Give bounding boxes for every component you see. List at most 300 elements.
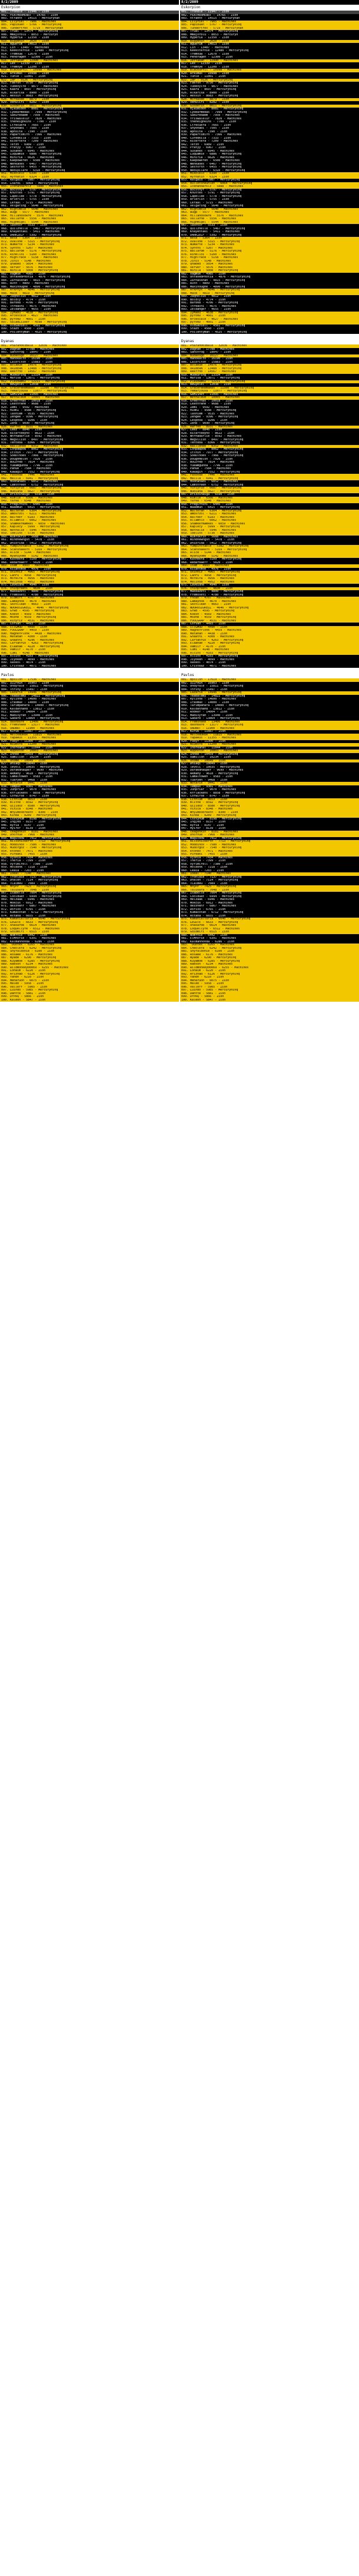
ranking-row: 064. Hillandsowre - 5576 - Machines <box>180 215 359 218</box>
ranking-row: 058. Nathalie - 5946 - Machines <box>180 529 359 533</box>
ranking-row: 066. Taluvara - 7048 - Zion <box>180 889 359 892</box>
ranking-row: 067. Kasheera - 5109 - Mercuryninq <box>0 558 179 561</box>
ranking-row: 033. Lonpawpow - 8062 - Mercuryninq <box>180 448 359 451</box>
ranking-row: 038. Lithlum - 8653 - Zion <box>0 798 179 802</box>
ranking-row: 084. Zarnaskhan - 4815 - Mercuryninq <box>0 279 179 283</box>
ranking-row: 069. Helzaak - 6946 - Machines <box>180 898 359 902</box>
ranking-row: 022. Inbreanal - 11044 - Zion <box>180 747 359 750</box>
ranking-row: 060. Nimrokrin - 5688 - Machines <box>0 536 179 539</box>
ranking-row: 015. remarjouxa - 11077 - Mercuryninq <box>180 390 359 393</box>
ranking-row: 002. ILLFAIR - 16903 - Zion <box>0 682 179 685</box>
ranking-row: 087. Corvah - 4493 - Zion <box>180 623 359 626</box>
ranking-row: 061. Ioeal - 7140 - Machines <box>0 872 179 876</box>
ranking-row: 033. Notarie - 9441 - Zion <box>0 782 179 785</box>
ranking-row: 060. Leraal - 5715 - Machines <box>180 202 359 205</box>
ranking-row: 028. levoli - 10035 - Mercuryninq <box>0 766 179 770</box>
ranking-row: 068. Quilzhelle - 5467 - Mercuryninq <box>0 228 179 231</box>
ranking-row: 082. Kalmanhonda - 6286 - Zion <box>0 941 179 944</box>
server-title: Eskorpion <box>180 5 359 11</box>
ranking-row: 028. levoli - 10035 - Mercuryninq <box>180 766 359 770</box>
ranking-row: 096. Arcescale - 4627 - Machines <box>180 318 359 322</box>
ranking-row: 038. Yueamgunna - 7796 - Zion <box>0 464 179 468</box>
ranking-row: 036. DoughHelon - 7926 - Zion <box>0 458 179 461</box>
ranking-row: 053. Mudorgoz - 7540 - Mercuryninq <box>0 847 179 850</box>
ranking-row: 064. TCalmeu - 7089 - Zion <box>180 882 359 886</box>
ranking-row: 027. Leez - 8846 - Zion <box>180 429 359 432</box>
ranking-row: 019. Leathrane - 9688 - Zion <box>0 403 179 406</box>
ranking-row: 018. MelckeDROR - 11815 - Machines <box>0 734 179 737</box>
ranking-row: 025. Zeh8 - 9090 - Mercuryninq <box>180 422 359 426</box>
ranking-row: 066. Taluvara - 7048 - Zion <box>0 889 179 892</box>
ranking-row: 090. wildmonkey00069 - 6255 - Machines <box>180 966 359 970</box>
ranking-row: 021. HIBKI - 9588 - Mercuryninq <box>180 409 359 413</box>
ranking-row: 093. Yandh - 6210 - Zion <box>180 976 359 979</box>
ranking-row: 069. Isam - 4993 - Machines <box>180 564 359 568</box>
ranking-row: 006. Lalbriton - 15883 - Zion <box>0 361 179 364</box>
ranking-row: 016. GeMIShet - 11095 - Machines <box>0 393 179 397</box>
ranking-row: 086. Rosaee - 6176 - Machines <box>0 954 179 957</box>
ranking-row: 047. Hyirer - 8139 - Zion <box>0 827 179 831</box>
ranking-row: 014. Tremouw - 12670 - Zion <box>0 53 179 56</box>
ranking-row: 049. Yarke - 6548 - Machines <box>180 500 359 503</box>
ranking-row: 045. Yuriyr10 - 6687 - Mercuryninq <box>180 487 359 490</box>
ranking-row: 012. Lin - 13487 - Machines <box>0 46 179 50</box>
ranking-row: 041. Vixica - 8348 - Machines <box>180 808 359 811</box>
ranking-row: 075. Laveidne - 4940 - Zion <box>180 584 359 587</box>
ranking-row: 029. Darakdhauper - 9699 - Machines <box>180 769 359 772</box>
ranking-row: 077. HighTrace - 5158 - Machines <box>0 256 179 260</box>
ranking-row: 062. Dhibrida - 5412 - Mercuryninq <box>180 542 359 546</box>
ranking-row: 008. ORIBERN - 13488 - Mercuryninq <box>0 367 179 371</box>
ranking-row: 023. Zengee - 9396 - Mercuryninq <box>0 416 179 419</box>
ranking-row: 084. Koesh - 4569 - Machines <box>0 613 179 617</box>
ranking-row: 070. Ricahtmoe - 4976 - Zion <box>0 568 179 571</box>
ranking-row: 015. Pendragen - 12300 - Zion <box>180 56 359 59</box>
ranking-row: 083. UnfavedPhotia - 4876 - Mercuryninq <box>180 276 359 279</box>
ranking-row: 014. dashbare - 13406 - Mercuryninq <box>0 721 179 724</box>
ranking-row: 079. Fnoah - 4707 - Machines <box>180 597 359 600</box>
ranking-row: 048. Rimlie - 6566 - Machines <box>0 497 179 500</box>
ranking-row: 025. Xamillon - 10234 - Zion <box>0 756 179 760</box>
ranking-row: 039. mlithe - 8592 - Mercuryninq <box>180 801 359 805</box>
ranking-row: 043. Pratyy - 6967 - Zion <box>0 146 179 150</box>
ranking-row: 078. Jinis - 5148 - Machines <box>180 260 359 263</box>
ranking-row: 061. Windnewngsh - 5478 - Zion <box>180 538 359 542</box>
ranking-row: 018. Tremoye - 12200 - Zion <box>0 66 179 69</box>
ranking-row: 070. Mokcus - 6912 - Machines <box>180 902 359 905</box>
ranking-row: 007. Trual - 13474 - Mercuryninq <box>0 30 179 34</box>
ranking-row: 042. WhyImesBreath - 8300 - Zion <box>0 811 179 815</box>
ranking-row: 010. Kaldathand - 13812 - Zion <box>180 708 359 711</box>
ranking-row: 052. Hobbinox - 7580 - Machines <box>180 844 359 847</box>
ranking-row: 001. Trondle - 11947 - Zion <box>180 11 359 14</box>
ranking-row: 074. Astana - 6655 - Zion <box>0 915 179 918</box>
ranking-row: 057. Kaplecy - 5999 - Mercuryninq <box>0 526 179 529</box>
ranking-row: 045. Luquamie - 6886 - Mercuryninq <box>180 153 359 156</box>
ranking-row: 084. Koesh - 4569 - Machines <box>180 613 359 617</box>
ranking-row: 050. Nedipilare - 6310 - Mercuryninq <box>180 169 359 173</box>
ranking-row: 098. Dantte - 5881 - Zion <box>0 992 179 996</box>
ranking-row: 059. lbelinx - 5730 - Machines <box>180 532 359 536</box>
ranking-row: 090. Boldly - 4774 - Zion <box>180 299 359 302</box>
ranking-row: 033. Lonpawpow - 8062 - Mercuryninq <box>0 448 179 451</box>
ranking-row: 007. Bolabue - 14976 - Mercuryninq <box>180 364 359 367</box>
ranking-row: 021. Niuesf8 - 11200 - Machines <box>180 743 359 747</box>
ranking-row: 013. Gabarb - 13864 - Mercuryninq <box>180 717 359 721</box>
ranking-row: 058. Lapellee - 5778 - Mercuryninq <box>0 195 179 199</box>
ranking-row: 053. ambsrzol - 6211 - Machines <box>180 513 359 516</box>
ranking-row: 017. methaTeOd - 10005 - Machines <box>0 396 179 400</box>
ranking-row: 076. LEGOTE - 6633 - Mercuryninq <box>0 921 179 925</box>
ranking-row: 019. Yapaeus - 11355 - Machines <box>0 737 179 740</box>
ranking-row: 080. Nomrhie - 6442 - Zion <box>0 934 179 938</box>
ranking-row: 034. ItThin - 7977 - Mercuryninq <box>0 451 179 455</box>
ranking-row: 038. Aphsita - 7390 - Zion <box>180 131 359 134</box>
ranking-row: 036. DoughHelon - 7926 - Zion <box>180 458 359 461</box>
ranking-row: 071. Besa - 5364 - Zion <box>180 237 359 240</box>
ranking-row: 046. Ryria - 8147 - Zion <box>0 824 179 828</box>
ranking-row: 026. Alkarisa - 8900 - Zion <box>180 92 359 95</box>
ranking-row: 011. Rodker - 14004 - Zion <box>180 711 359 714</box>
ranking-row: 004. Budaosgo - 16127 - Machines <box>180 354 359 358</box>
ranking-row: 065. MhyPP - 7425 - Mercuryninq <box>180 885 359 889</box>
ranking-row: 073. Kumacotan - 6712 - Mercuryninq <box>180 911 359 915</box>
ranking-row: 026. RwFre8 - 8931 - Machines <box>180 426 359 429</box>
ranking-row: 088. MacB - 4819 - Mercuryninq <box>180 292 359 296</box>
ranking-row: 015. remarjouxa - 11077 - Mercuryninq <box>0 390 179 393</box>
server-title: Dyanas <box>180 339 359 344</box>
ranking-row: 008. Irasmax - 14000 - Zion <box>180 701 359 705</box>
ranking-row: 016. OADBRT - 11900 - Machines <box>0 727 179 731</box>
ranking-row: 065. Vallarne - 5556 - Machines <box>180 218 359 221</box>
ranking-row: 049. Sesforth - 6455 - Mercuryninq <box>0 166 179 169</box>
ranking-row: 051. Ailssnickerth - 7713 - Mercuryninq <box>0 840 179 844</box>
ranking-row: 018. Greefrhas - 10018 - Zion <box>180 400 359 403</box>
ranking-row: 046. Nubiana - 6627 - Mercuryninq <box>180 490 359 494</box>
ranking-row: 045. Luquamie - 6886 - Mercuryninq <box>0 153 179 156</box>
ranking-row: 007. Rylinne - 14600 - Machines <box>180 698 359 701</box>
ranking-row: 069. Khayentaki - 5411 - Machines <box>0 230 179 234</box>
ranking-row: 030. Akmany - 9618 - Mercuryninq <box>180 772 359 776</box>
ranking-row: 003. ntrahnt - 14515 - Mercurynan <box>0 17 179 21</box>
ranking-row: 088. Kuyamoe - 6285 - Mercuryninq <box>180 960 359 964</box>
ranking-row: 051. Mikolelo - 6390 - Zion <box>180 172 359 176</box>
ranking-row: 031. Camaltowen - 9583 - Zion <box>0 775 179 779</box>
ranking-row: 001. Pharah003Bale - 32036 - Machines <box>0 344 179 348</box>
ranking-row: 098. Dantte - 5881 - Zion <box>180 992 359 996</box>
ranking-row: 072. Uvalshe - 5315 - Mercuryninq <box>180 240 359 244</box>
ranking-row: 009. Tarimpahara - 14000 - Mercuryninq <box>180 704 359 708</box>
ranking-row: 055. Allamnlo - 6062 - Machines <box>180 519 359 523</box>
ranking-row: 078. Fremoseti - 4780 - Mercuryninq <box>180 594 359 597</box>
ranking-row: 006. Teadalemy - 14822 - Mercuryninq <box>0 695 179 698</box>
ranking-row: 080. Nomrhie - 6442 - Zion <box>180 934 359 938</box>
ranking-row: 043. Kinda - 8289 - Mercuryninq <box>180 814 359 818</box>
ranking-row: 081. Ninila - 5008 - Mercuryninq <box>180 269 359 273</box>
ranking-row: 040. Qijidoz - 8580 - Mercuryninq <box>180 805 359 808</box>
ranking-row: 057. Theria - 7399 - Zion <box>0 859 179 863</box>
ranking-row: 003. ntrahnt - 14515 - Mercurynan <box>180 17 359 21</box>
ranking-row: 034. Tempus - 9301 - Machines <box>0 785 179 789</box>
ranking-row: 044. Cozsynum - 8198 - Mercuryninq <box>180 818 359 821</box>
ranking-row: 007. Bolabue - 14976 - Mercuryninq <box>0 364 179 367</box>
ranking-row: 043. Kinda - 8289 - Mercuryninq <box>0 814 179 818</box>
ranking-row: 082. Kalmanhonda - 6286 - Zion <box>180 941 359 944</box>
ranking-row: 059. Arlerlin - 5755 - Zion <box>0 198 179 202</box>
ranking-row: 085. Mozhe - 4559 - Mercuryninq <box>180 616 359 620</box>
ranking-row: 034. Tempus - 9301 - Machines <box>180 785 359 789</box>
ranking-row: 072. LanFu - 4958 - Mercuryninq <box>0 574 179 578</box>
ranking-row: 087. Corvah - 4493 - Zion <box>0 623 179 626</box>
ranking-row: 062. Bighimble - 5640 - Machines <box>0 208 179 212</box>
ranking-row: 033. Sakuredaem - 7950 - Machines <box>0 114 179 118</box>
ranking-row: 088. illGMOD - 4490 - Zion <box>180 626 359 630</box>
ranking-row: 032. Tuaryen - 9468 - Zion <box>0 779 179 782</box>
ranking-row: 078. Fremoseti - 4780 - Mercuryninq <box>0 594 179 597</box>
ranking-row: 079. aldmort - 4707 - Machines <box>0 597 179 600</box>
ranking-row: 020. Zemi - 9592 - Machines <box>0 406 179 410</box>
ranking-row: 052. Hobbinox - 7580 - Machines <box>0 844 179 847</box>
ranking-row: 012. Lin - 13487 - Machines <box>180 46 359 50</box>
ranking-row: 006. Tundertrex - 5719 - Mercurynan <box>180 27 359 31</box>
ranking-row: 040. Kawagin - 7552 - Mercuryninq <box>180 471 359 474</box>
ranking-row: 025. Xamillon - 10234 - Zion <box>180 756 359 760</box>
ranking-row: 081. ElMhorie - 6391 - Machines <box>180 937 359 941</box>
ranking-row: 063. Dhalen - 7114 - Mercuryninq <box>0 879 179 882</box>
ranking-row: 097. pyro0D - 4601 - Zion <box>180 321 359 324</box>
ranking-row: 092. Threachi - 4675 - Machines <box>0 305 179 309</box>
ranking-row: 077. HighTrace - 5158 - Machines <box>180 256 359 260</box>
ranking-row: 061. Velgaring - 5640 - Mercuryninq <box>180 205 359 208</box>
ranking-row: 076. Rinelloi - 5160 - Machines <box>0 253 179 257</box>
ranking-row: 061. Windnewngsh - 5478 - Zion <box>0 538 179 542</box>
ranking-row: 060. Leraal - 5715 - Machines <box>0 202 179 205</box>
ranking-row: 064. Scanshakern - 5169 - Mercuryninq <box>0 548 179 552</box>
ranking-row: 089. Jaqhelius - 4812 - Zion <box>180 295 359 299</box>
ranking-row: 046. Ryria - 8147 - Zion <box>180 824 359 828</box>
ranking-row: 097. Luindo - 5985 - Mercuryninq <box>0 989 179 992</box>
ranking-row: 017. Kuruk - 11667 - Zion <box>180 730 359 734</box>
ranking-row: 035. theneighkins - 7700 - Zion <box>0 121 179 124</box>
ranking-row: 005. Hanokalto - 16190 - Zion <box>180 357 359 361</box>
ranking-row: 035. Juhpriar - 9070 - Machines <box>0 788 179 792</box>
ranking-row: 062. Dhibrida - 5412 - Mercuryninq <box>0 542 179 546</box>
ranking-row: 030. Gusdefin - 8011 - Mercuryninq <box>180 105 359 108</box>
ranking-row: 088. illGMOD - 4490 - Zion <box>0 626 179 630</box>
ranking-row: 100. Cristeaz - 4071 - Machines <box>180 665 359 668</box>
ranking-row: 026. RwFre8 - 8931 - Machines <box>0 426 179 429</box>
ranking-row: 037. Cofwirse - 8747 - Zion <box>180 795 359 798</box>
ranking-row: 041. Fasonda - 7446 - Machines <box>0 474 179 477</box>
ranking-row: 013. Keeksternie - 12480 - Mercuryninq <box>0 49 179 53</box>
ranking-row: 087. ArkPhyx - 4846 - Mercuryninq <box>180 289 359 292</box>
ranking-row: 070. Mokcus - 6912 - Machines <box>0 902 179 905</box>
ranking-row: 013. Keeksternie - 12480 - Mercuryninq <box>180 49 359 53</box>
ranking-row: 100. Kaleon - 5847 - Zion <box>0 999 179 1002</box>
ranking-row: 018. MelckeDROR - 11815 - Machines <box>180 734 359 737</box>
ranking-row: 009. Tarimpahara - 14000 - Mercuryninq <box>0 704 179 708</box>
ranking-row: 014. Tremouw - 12670 - Zion <box>180 53 359 56</box>
ranking-row: 044. Susanex - 6945 - Machines <box>180 150 359 153</box>
ranking-row: 048. Rimlie - 6566 - Machines <box>180 497 359 500</box>
ranking-row: 085. Shyralbonie - 6100 - Zion <box>180 950 359 954</box>
ranking-row: 093. Zeldanger - 4655 - Zion <box>0 308 179 312</box>
ranking-row: 059. Arlerlin - 5755 - Zion <box>180 198 359 202</box>
ranking-row: 042. Malila - 6941 - Mercuryninq <box>180 477 359 481</box>
ranking-row: 040. Cufedkila - 7333 - Zion <box>0 137 179 140</box>
ranking-row: 096. Cumi - 4148 - Machines <box>0 652 179 655</box>
ranking-row: 032. Raillenee - 8352 - Machines <box>0 445 179 449</box>
ranking-row: 091. Lohaim - 6220 - Zion <box>180 969 359 973</box>
ranking-row: 074. Astana - 6655 - Zion <box>180 915 359 918</box>
ranking-row: 054. Balfeer - 6183 - Machines <box>0 516 179 520</box>
ranking-row: 023. Faeron - 9750 - Mercuryninq <box>0 82 179 85</box>
ranking-row: 020. Fobyr - 11300 - Zion <box>180 740 359 744</box>
ranking-row: 097. Alcinx - 4103 - Mercuryninq <box>0 655 179 658</box>
ranking-row: 092. Threachi - 4675 - Machines <box>180 305 359 309</box>
ranking-row: 001. Trondle - 11946 - Zion <box>0 11 179 14</box>
ranking-row: 012. Madisyrah - 13940 - Zion <box>0 714 179 718</box>
ranking-row: 058. Lapellee - 5778 - Mercuryninq <box>180 195 359 199</box>
ranking-row: 082. NDOROSIGKELL - 4646 - Mercuryninq <box>0 607 179 610</box>
ranking-row: 081. Skotilean - 4663 - Zion <box>180 603 359 607</box>
ranking-row: 037. BOLDYRB - 7814 - Machines <box>0 461 179 464</box>
ranking-row: 017. Lex - 12339 - Zion <box>180 62 359 66</box>
ranking-row: 100. Poilentyman - 4525 - Mercuryninq <box>180 331 359 334</box>
ranking-row: 056. ShamkerNamkes - 6059 - Machines <box>0 523 179 526</box>
ranking-row: 029. Nhrhadarlie - 8592 - Machines <box>0 435 179 439</box>
ranking-row: 019. BlacksPril - 10998 - Machines <box>0 69 179 72</box>
ranking-row: 024. Innke - 10459 - Mercuryninq <box>0 753 179 757</box>
ranking-row: 099. Stazh - 4560 - Zion <box>180 327 359 331</box>
ranking-row: 071. dezzhenr - 6867 - Machines <box>0 905 179 908</box>
ranking-row: 063. Yumpinstable - 5382 - Mercuryninq <box>0 545 179 548</box>
ranking-row: 091. Gnaathi - 4300 - Machines <box>180 635 359 639</box>
ranking-row: 011. Aguerim - 14013 - Zion <box>180 43 359 46</box>
ranking-row: 055. Pureaki - 7455 - Zion <box>0 853 179 857</box>
ranking-row: 053. ambsrzol - 6211 - Machines <box>0 513 179 516</box>
ranking-row: 056. Bocsthyr - 5797 - Mercuryninq <box>180 189 359 192</box>
ranking-row: 099. Xaskol - 4074 - Zion <box>0 661 179 665</box>
ranking-row: 076. chinpreeni - 4830 - Zion <box>0 587 179 591</box>
ranking-row: 098. Jiyoken - 4099 - Machines <box>180 658 359 662</box>
ranking-row: 054. bulletsneuhlen - 6064 - Mercuryninq <box>180 182 359 186</box>
ranking-row: 013. BeGyelel - 12038 - Zion <box>0 383 179 387</box>
ranking-row: 073. Numarte - 5234 - Machines <box>0 243 179 247</box>
ranking-row: 053. Ralgaid - 5987 - Mercuryninq <box>180 179 359 182</box>
ranking-row: 068. Quilzhelle - 5467 - Mercuryninq <box>180 228 359 231</box>
ranking-row: 043. Hodhahadi - 6852 - Machines <box>180 480 359 484</box>
ranking-row: 065. MhyPP - 7425 - Mercuryninq <box>0 885 179 889</box>
ranking-row: 004. Thriny - 15497 - Zion <box>0 688 179 692</box>
ranking-row: 086. FOOLGRAP - 4531 - Machines <box>180 620 359 623</box>
ranking-row: 042. Malila - 6941 - Mercuryninq <box>0 477 179 481</box>
ranking-row: 066. Highmigel - 5544 - Machines <box>180 221 359 225</box>
ranking-row: 073. Kumacotan - 6712 - Mercuryninq <box>0 911 179 915</box>
ranking-row: 020. Fobyr - 11300 - Zion <box>0 740 179 744</box>
ranking-row: 049. Yarke - 6548 - Machines <box>0 500 179 503</box>
ranking-row: 075. Ballarde - 5176 - Mercuryninq <box>0 250 179 253</box>
ranking-row: 027. Aessin - 8683 - Mercuryninq <box>180 95 359 98</box>
ranking-row: 082. Vagmue - 4985 - Zion <box>0 273 179 276</box>
ranking-row: 060. Nimrokrin - 5688 - Machines <box>180 536 359 539</box>
ranking-row: 044. Cemthreen - 6752 - Mercuryninq <box>0 484 179 487</box>
ranking-row: 034. Yriswalelur - 7820 - Machines <box>180 118 359 121</box>
ranking-row: 064. Hillandsowre - 5576 - Machines <box>0 215 179 218</box>
ranking-row: 090. HagnerPlonk - 4438 - Machines <box>0 633 179 636</box>
ranking-row: 066. Highmigel - 5544 - Machines <box>0 221 179 225</box>
ranking-row: 059. Holdonk - 7218 - Zion <box>180 866 359 869</box>
ranking-row: 061. Velgaring - 5640 - Mercuryninq <box>0 205 179 208</box>
ranking-row: 045. Ingjed - 8157 - Zion <box>180 821 359 824</box>
ranking-row: 035. SoeDThoes - 7966 - Mercuryninq <box>0 454 179 458</box>
ranking-row: 076. LEGOTE - 6633 - Mercuryninq <box>180 921 359 925</box>
ranking-row: 038. Aphsita - 7390 - Zion <box>0 131 179 134</box>
ranking-row: 089. Jaqhelius - 4812 - Zion <box>0 295 179 299</box>
ranking-row: 083. Grwd - 4595 - Mercuryninq <box>180 610 359 613</box>
ranking-row: 099. Xaskol - 4074 - Zion <box>180 661 359 665</box>
ranking-row: 022. lashiem - 9535 - Machines <box>0 413 179 416</box>
ranking-row: 071. Oxinhiz - 4965 - Mercuryninq <box>180 571 359 574</box>
ranking-row: 094. ZyMabu - 4638 - Mercuryninq <box>180 312 359 315</box>
ranking-row: 043. Pratyy - 6967 - Zion <box>180 146 359 150</box>
ranking-row: 021. Niuesf8 - 11200 - Machines <box>0 743 179 747</box>
ranking-row: 035. SoeDThoes - 7966 - Mercuryninq <box>180 454 359 458</box>
ranking-row: 027. Aessin - 8683 - Mercuryninq <box>0 95 179 98</box>
ranking-row: 007. Rylinne - 14600 - Machines <box>0 698 179 701</box>
ranking-row: 050. magicbow - 7912 - Mercuryninq <box>180 837 359 841</box>
ranking-row: 049. Dhorhue - 7968 - Machines <box>0 834 179 837</box>
ranking-row: 050. Nedipilare - 6310 - Mercuryninq <box>0 169 179 173</box>
ranking-row: 095. Maleb - 5958 - Zion <box>0 982 179 986</box>
ranking-row: 054. Rtonbo - 7471 - Machines <box>0 850 179 854</box>
ranking-row: 064. Scanshakern - 5169 - Mercuryninq <box>180 548 359 552</box>
ranking-row: 085. Ruth - 4809 - Machines <box>180 282 359 286</box>
ranking-row: 093. Elaanae - 4220 - Mercuryninq <box>180 642 359 645</box>
ranking-row: 006. Tundertrex - 5719 - Mercurynan <box>0 27 179 31</box>
ranking-row: 084. Cheolera - 6242 - Mercuryninq <box>180 947 359 951</box>
ranking-row: 098. Jiyoken - 4099 - Machines <box>0 658 179 662</box>
ranking-row: 020. Zemi - 9592 - Machines <box>180 406 359 410</box>
ranking-row: 008. Irasmax - 14000 - Zion <box>0 701 179 705</box>
ranking-row: 055. Pureaki - 7455 - Zion <box>180 853 359 857</box>
ranking-row: 083. 'Duotex - 6265 - Machines <box>180 944 359 947</box>
ranking-row: 094. ZyMabu - 4638 - Mercuryninq <box>0 312 179 315</box>
ranking-column-right <box>180 0 359 2576</box>
ranking-row: 013. Gabarb - 13864 - Mercuryninq <box>0 717 179 721</box>
ranking-row: 099. DrPRQ - 5866 - Zion <box>180 995 359 999</box>
ranking-row: 100. Cristeaz - 4071 - Machines <box>0 665 179 668</box>
ranking-row: 029. Nhrhadarlie - 8592 - Machines <box>180 435 359 439</box>
ranking-row: 022. ZaP - 9126 - Mercuryninq <box>180 79 359 82</box>
ranking-row: 062. Bighimble - 5640 - Machines <box>180 208 359 212</box>
ranking-row: 075. Laveidne - 4940 - Zion <box>0 584 179 587</box>
ranking-row: 016. Zettakan - 12990 - Machines <box>0 59 179 63</box>
ranking-row: 022. lashiem - 9535 - Machines <box>180 413 359 416</box>
ranking-row: 041. Vixica - 8348 - Machines <box>0 808 179 811</box>
ranking-row: 036. Ltrecuera - 7665 - Zion <box>180 124 359 128</box>
ranking-row: 089. Raeson - 6234 - Machines <box>180 963 359 966</box>
ranking-row: 021. Tuhle - 11001 - Zion <box>0 75 179 79</box>
ranking-row: 053. Ralgaid - 5987 - Mercuryninq <box>0 179 179 182</box>
ranking-row: 046. Nubiana - 6627 - Mercuryninq <box>0 490 179 494</box>
ranking-row: 022. ZaP - 9126 - Mercuryninq <box>0 79 179 82</box>
ranking-row: 075. Kamahialtaria - 6640 - Mercuryninq <box>180 918 359 921</box>
ranking-row: 093. Cartanrux - 4263 - Mercuryninq <box>0 642 179 645</box>
ranking-row: 010. Kaldathand - 13812 - Zion <box>0 708 179 711</box>
ranking-row: 017. methaTeOd - 10005 - Machines <box>180 396 359 400</box>
ranking-row: 040. Kawagin - 7552 - Mercuryninq <box>0 471 179 474</box>
